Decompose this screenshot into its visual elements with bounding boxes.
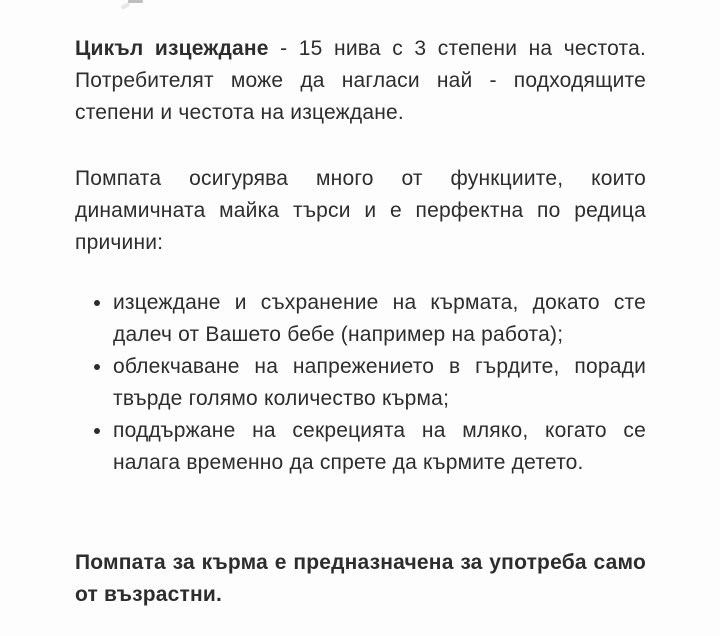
list-item-maintain-secretion: • поддържане на секрецията на мляко, когато се налага временно да спрете да кърмите детето. — [113, 415, 646, 479]
paragraph-pump-cycle-bold-lead: Цикъл изцеждане — [75, 37, 269, 60]
list-item-express-store: • изцеждане и съхранение на кърмата, докато сте далеч от Вашето бебе (например на работа); — [113, 287, 646, 351]
paragraph-pump-cycle-body: - 15 нива с 3 степени на честота. Потребителят може да нагласи най - подходящите степени и честота на изцеждане. — [75, 37, 646, 124]
paragraph-pump-features-intro: Помпата осигурява много от функциите, които динамичната майка търси и е перфектна по редица причини: — [75, 167, 646, 254]
product-description-text — [75, 0, 646, 611]
cropped-text-remnant — [128, 0, 143, 3]
feature-bullet-list — [75, 287, 646, 479]
paragraph-pump-cycle — [75, 33, 646, 129]
list-item-relieve-pressure: • облекчаване на напрежението в гърдите, поради твърде голямо количество кърма; — [113, 351, 646, 415]
paragraph-adults-only-warning: Помпата за кърма е предназначена за употреба само от възрастни. — [75, 551, 646, 606]
